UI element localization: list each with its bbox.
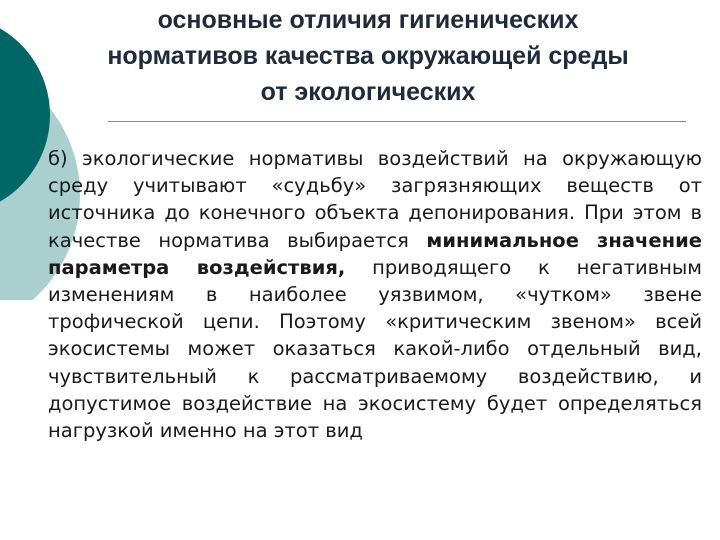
body-text-bold: минимальное значение параметра воздействия, bbox=[48, 228, 702, 279]
slide-body-paragraph bbox=[48, 145, 702, 444]
title-divider bbox=[108, 121, 686, 122]
title-line-2: нормативов качества окружающей среды bbox=[107, 42, 629, 70]
title-line-3: от экологических bbox=[260, 78, 476, 106]
slide-title bbox=[28, 2, 708, 110]
title-line-1: основные отличия гигиенических bbox=[157, 6, 579, 34]
body-text-part-2: приводящего к негативным изменениям в наиболее уязвимом, «чутком» звене трофической цепи. Поэтому «критическим звеном» всей экосистемы может оказаться какой-либо отдельный вид, чувствительный к рассматриваемому воздействию, и допустимое воздействие на экосистему будет определяться нагрузкой именно на этот вид bbox=[48, 255, 702, 443]
body-text-part-1: б) экологические нормативы воздействий на окружающую среду учитывают «судьбу» загрязняющих веществ от источника до конечного объекта депонирования. При этом в качестве норматива выбирается bbox=[48, 147, 702, 252]
